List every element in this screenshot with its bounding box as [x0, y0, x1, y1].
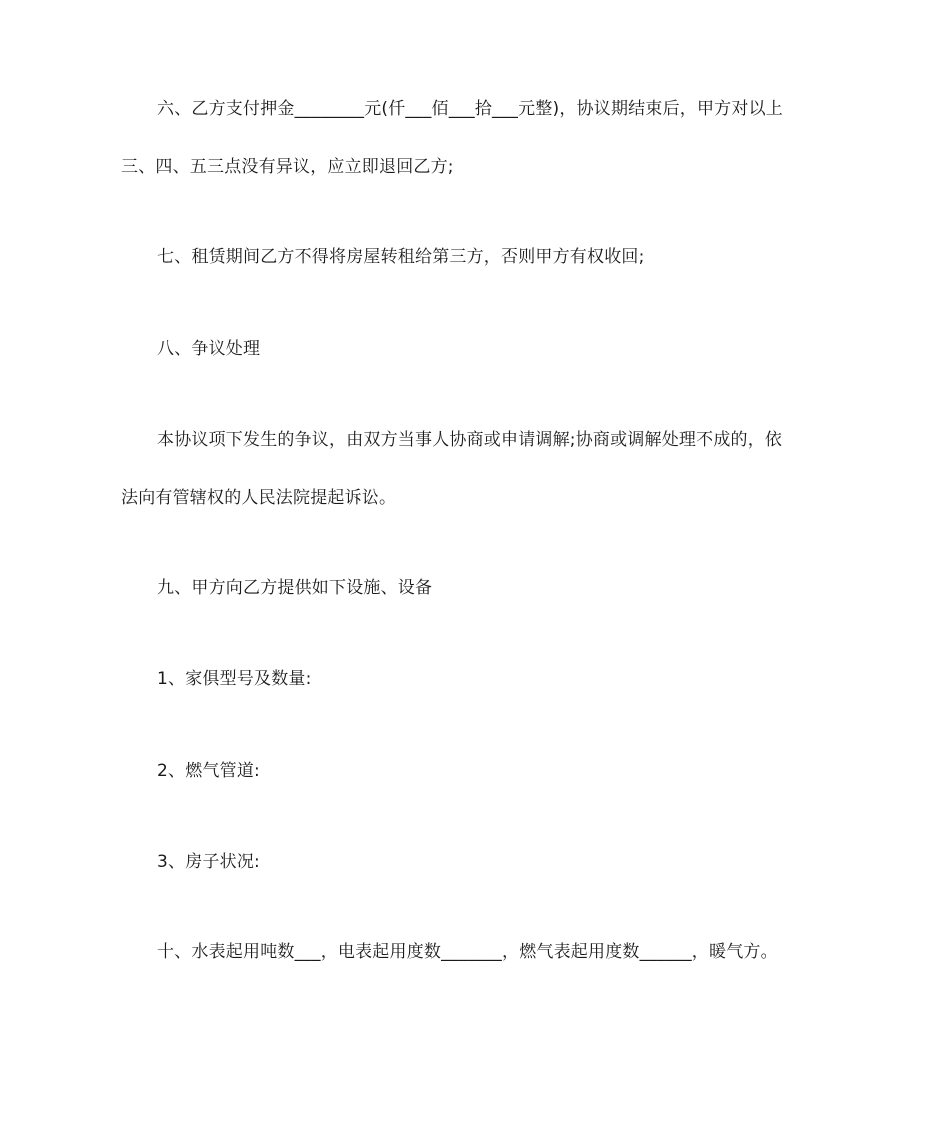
clause-8-heading: 八、争议处理 [157, 339, 261, 359]
clause-7-sublease: 七、租赁期间乙方不得将房屋转租给第三方，否则甲方有权收回; [157, 247, 645, 267]
clause-9-heading: 九、甲方向乙方提供如下设施、设备 [157, 578, 433, 598]
clause-8-text-line-1: 本协议项下发生的争议，由双方当事人协商或申请调解;协商或调解处理不成的，依 [157, 430, 783, 450]
facility-item-gas-pipe: 2、燃气管道: [157, 761, 260, 781]
facility-item-house-condition: 3、房子状况: [157, 852, 260, 872]
clause-6-deposit-line-1: 六、乙方支付押金________元(仟___佰___拾___元整)，协议期结束后，甲方对以上 [157, 99, 783, 119]
facility-item-furniture: 1、家俱型号及数量: [157, 669, 312, 689]
clause-6-deposit-line-2: 三、四、五三点没有异议，应立即退回乙方; [121, 157, 454, 177]
clause-8-text-line-2: 法向有管辖权的人民法院提起诉讼。 [121, 488, 397, 508]
clause-10-meter-readings: 十、水表起用吨数___，电表起用度数_______，燃气表起用度数______，暖气方。 [157, 942, 778, 962]
